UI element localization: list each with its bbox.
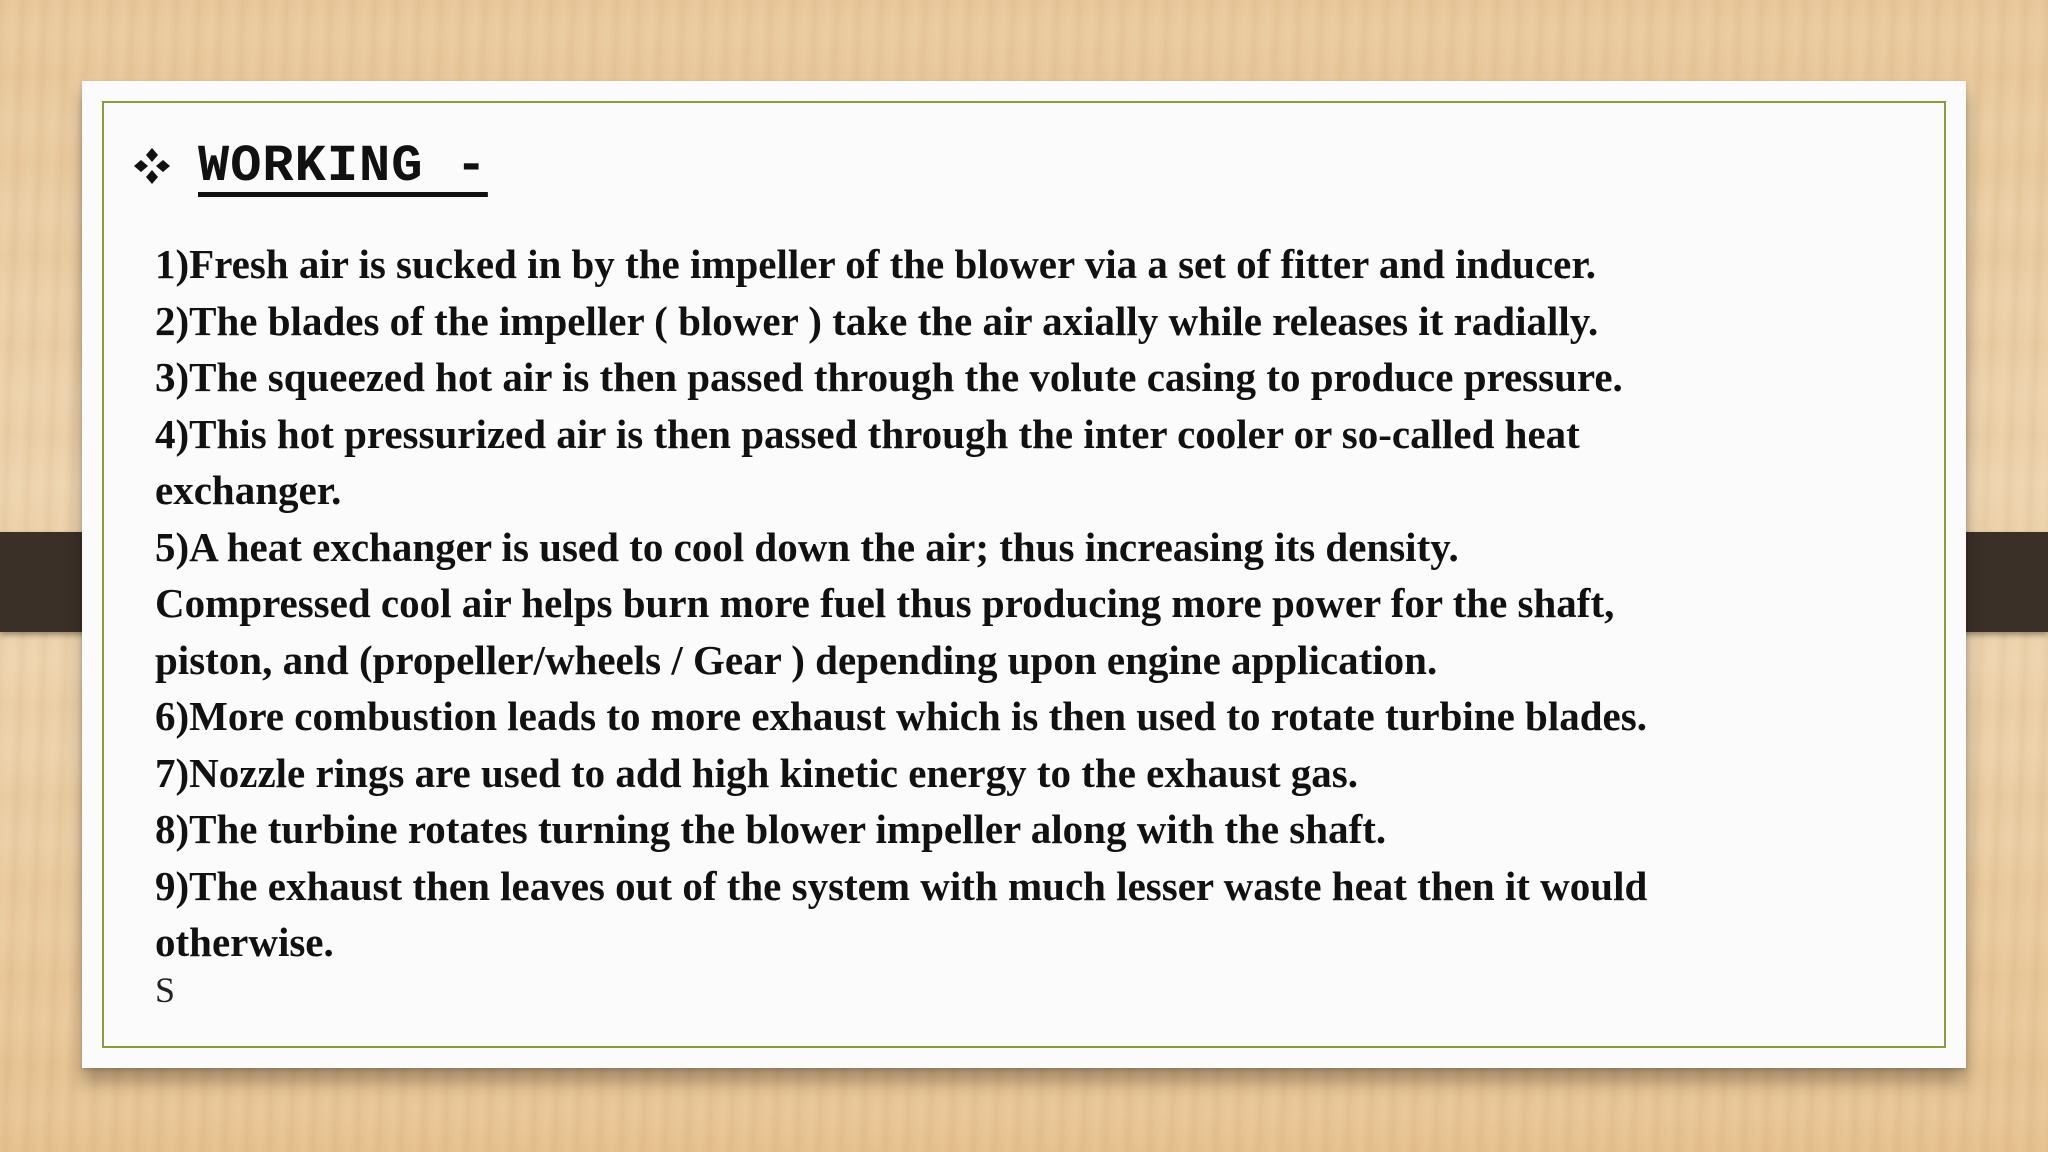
slide-card bbox=[82, 81, 1966, 1068]
step-line: otherwise. bbox=[155, 919, 334, 965]
four-diamond-bullet-icon bbox=[132, 146, 172, 186]
trailing-text: S bbox=[155, 970, 176, 1010]
slide-title: WORKING - bbox=[198, 136, 488, 196]
step-line: 4)This hot pressurized air is then passed through the inter cooler or so-called heat bbox=[155, 410, 1580, 457]
step-line: 6)More combustion leads to more exhaust which is then used to rotate turbine blades. bbox=[155, 693, 1647, 739]
step-line: 7)Nozzle rings are used to add high kinetic energy to the exhaust gas. bbox=[155, 749, 1359, 796]
step-line: Compressed cool air helps burn more fuel thus producing more power for the shaft, bbox=[155, 580, 1615, 626]
step-line: 1)Fresh air is sucked in by the impeller of the blower via a set of fitter and inducer. bbox=[155, 241, 1597, 287]
step-line: piston, and (propeller/wheels / Gear ) depending upon engine application. bbox=[155, 636, 1438, 683]
step-line: 3)The squeezed hot air is then passed through the volute casing to produce pressure. bbox=[155, 354, 1623, 400]
step-line: 9)The exhaust then leaves out of the system with much lesser waste heat then it would bbox=[155, 862, 1648, 909]
step-line: 5)A heat exchanger is used to cool down the air; thus increasing its density. bbox=[155, 523, 1459, 570]
step-line: 2)The blades of the impeller ( blower ) take the air axially while releases it radially. bbox=[155, 297, 1599, 344]
step-line: 8)The turbine rotates turning the blower impeller along with the shaft. bbox=[155, 806, 1387, 852]
working-steps bbox=[155, 236, 1935, 971]
step-line: exchanger. bbox=[155, 467, 342, 513]
heading-row bbox=[132, 131, 488, 201]
